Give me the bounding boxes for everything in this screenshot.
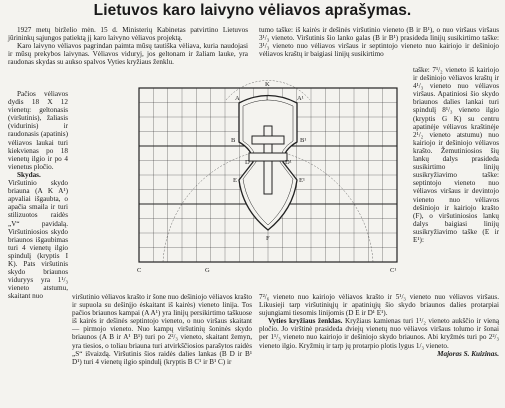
label-e1: E¹ (299, 177, 305, 184)
right-bottom-paragraph: 7²/₆ vieneto nuo kairiojo vėliavos krašto ir 5¹/₃ vieneto nuo vėliavos viršaus. Likusieji tarp viršutiniųjų ir apatiniųjų šio skydo briaunos dalies protarpiai sujungiami tiesomis linijomis (D E ir D¹ E¹). (259, 293, 499, 318)
left-bottom-column (72, 293, 252, 366)
vytis-heading: Vyties kryžiaus (268, 317, 316, 326)
dimensions-paragraph: Pačios vėliavos dydis 18 X 12 vienetų: geltonasis (viršutinis), žaliasis (vidurinis) ir raudonasis (apatinis) vėliavos laukai turi kiekvienas po 18 vienetų ilgio ir po 4 vienetus pločio. (8, 90, 68, 171)
right-top-paragraph: tumo taške: iš kairės ir dešinės viršutinio vieneto (B ir B¹), o nuo viršaus viršaus 3¹/₃ vieneto. Viršutinis šio lanko galas (B ir B¹) prasideda linijų susikirtimo taške: 3¹/₃ vieneto nuo vėliavos viršaus ir septintojo vieneto nuo kairiojo ir dešiniojo vėliavos kraštų ir baigiasi linijų susikirtimo (259, 26, 499, 59)
document-title: Lietuvos karo laivyno vėliavos aprašymas. (93, 2, 412, 19)
right-narrow-column (413, 66, 499, 244)
flag-diagram-svg (133, 70, 405, 296)
label-b: B (231, 137, 236, 144)
label-d: D (245, 159, 250, 166)
intro-column (8, 26, 248, 66)
label-i: I (266, 95, 269, 102)
skydas-heading: Skydas. (17, 170, 41, 179)
label-k: K (265, 81, 270, 88)
right-bottom-column (259, 293, 499, 358)
label-a: A (235, 95, 240, 102)
right-narrow-paragraph: taške: 7¹/₂ vieneto iš kairiojo ir dešiniojo vėliavos kraštų ir 4¹/₃ vieneto nuo vėliavos viršaus. Apatiniosi šio skydo briaunos dalies lankai turi spindulį 8¹/₃ vieneto ilgio (kryptis G K) su centru apatinėje vėliavos kraštinėje 2¹/₂ vieneto atstumu) nuo kairiojo ir dešiniojo vėliavos krašto. Žemutiniosios šių lankų dalys prasideda susikirtimo linijų susikryžiavimo taške: septintojo vieneto nuo vėliavos viršaus ir devintojo vieneto nuo vėliavos dešiniojo ir kairiojo krašto (F), o viršutiniosios lankų dalys baigiasi linijų susikryžiavimo taške (E ir E¹): (413, 66, 499, 244)
vytis-paragraph: Kryžiaus kamienas turi 1¹/₂ vieneto aukščio ir vieną pločio. Jo virštinė prasideda dviejų vienetų nuo vėliavos viršaus tolumo ir šonai per 1¹/₃ vieneto nuo kairiojo ir dešiniojo skydo briaunos. Abi kryžmės turi po 2²/₃ vieneto ilgio. Kryžmių ir tarp jų protarpio plotis lygus 1/₃ vieneto. (259, 317, 500, 350)
signature: Majoras S. Kuizinas. (437, 349, 499, 358)
left-narrow-column (8, 90, 68, 300)
label-a1: A¹ (297, 95, 304, 102)
skydas-paragraph: Viršutinio skydo briauna (A K A¹) apvaliai išgaubta, o apačia smaila ir turi stilizuotos raidės „V“ pavidalą. Viršutiniosios skydo briaunos išgaubimas turi 4 vienetų ilgio spindulį (kryptis I K). Pats viršutinis skydo briaunos viduryys yra 1¹/₃ vieneto atstumu, skaitant nuo (8, 179, 68, 301)
label-c: C (137, 267, 142, 274)
label-e: E (233, 177, 237, 184)
label-c1: C¹ (390, 267, 397, 274)
label-g: G (205, 267, 210, 274)
left-bottom-paragraph: viršutinio vėliavos krašto ir šone nuo dešiniojo vėliavos krašto ir supuola su dešinįjo ėskaitant iš kairės) vieneto linija. Tos pačios briaunos kampai (A A¹) yra linijų persikirtimo taškuose iš kairės ir dešinės septintojo vieneto, o nuo viršaus skaitant — pirmojo vieneto. Nuo kampų viršutinių šoninės skydo briaunos (A B ir A¹ B¹) turi po 2²/₃ vieneto, skaitant žemyn, yra tiesios, o toliau briauna turi atvirkščiosios parašytos raidės „S“ išvaizdą. Viršutinis šios raidės dalies lankas (B D ir B¹ D¹) turi 4 vienetų ilgio spindulį (kryptis B C¹ ir B¹ C) ir (72, 293, 252, 366)
label-b1: B¹ (300, 137, 307, 144)
vytis-heading-rest: ženklas. (317, 317, 343, 326)
intro-paragraph-2: Karo laivyno vėliavos pagrindan paimta mūsų tautiška vėliava, kuria naudojasi ir mūsų prekybos laivynas. Vėliavos viduryj, jos geltonam ir žaliam lauke, yra raudonas skydas su aukso spalvos Vyties kryžiaus ženklu. (8, 42, 248, 67)
flag-construction-diagram (133, 70, 405, 296)
right-column-top (259, 26, 499, 58)
label-f: F (266, 235, 270, 242)
label-d1: D¹ (285, 159, 292, 166)
intro-paragraph-1: 1927 metų birželio mėn. 15 d. Ministerių Kabinetas patvirtino Lietuvos jūrininkų sąjungos patiektą jį karo laivyno vėliavos projektą. (8, 26, 248, 43)
